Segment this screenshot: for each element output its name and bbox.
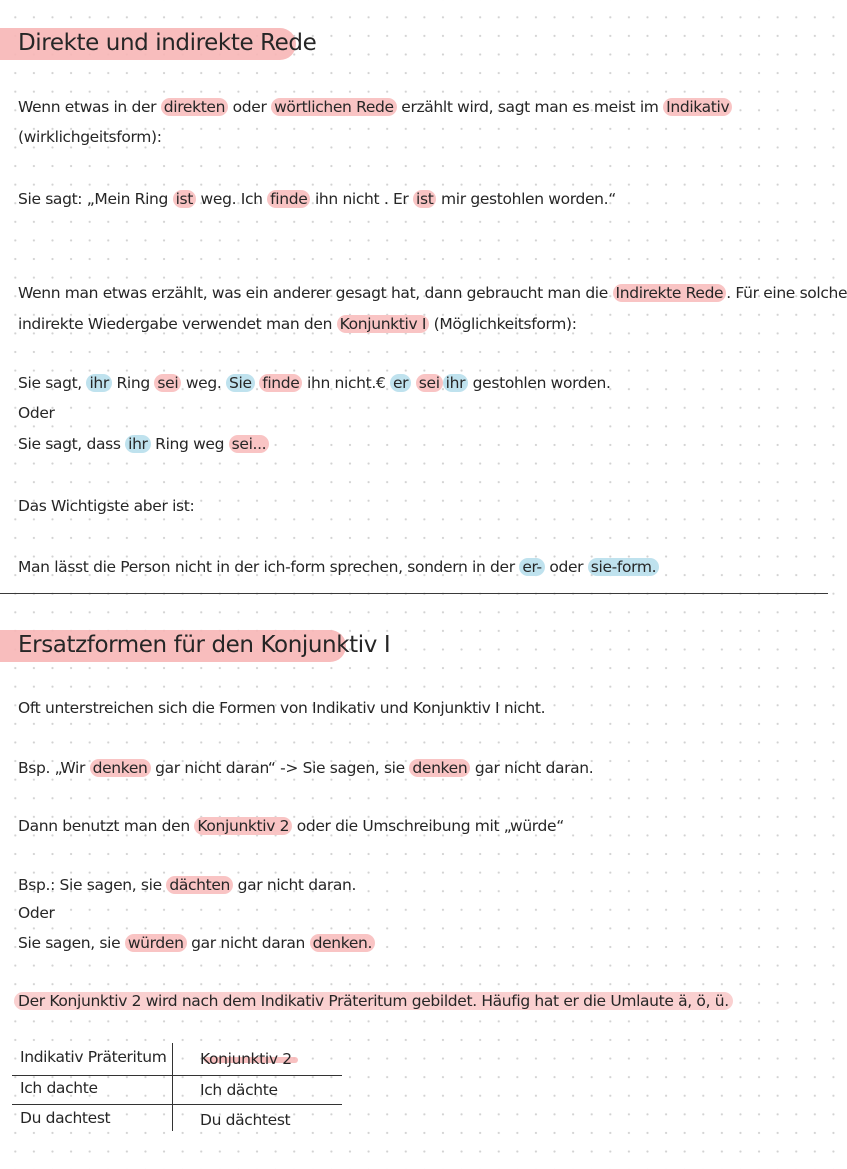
highlight-line: Der Konjunktiv 2 wird nach dem Indikativ Präteritum gebildet. Häufig hat er die Umlaute ä, ö, ü. [14, 992, 733, 1010]
table-header: Indikativ Präteritum [20, 1048, 167, 1066]
highlight-verb: denken. [310, 934, 375, 952]
example-sentence: Sie sagt, dass ihr Ring weg sei... [18, 433, 269, 455]
paragraph-line: Wenn man etwas erzählt, was ein anderer gesagt hat, dann gebraucht man die Indirekte Rede . Für eine solche [18, 284, 847, 302]
highlight-term: Konjunktiv I [337, 315, 429, 333]
important-note: Das Wichtigste aber ist: [18, 497, 195, 515]
paragraph-line: indirekte Wiedergabe verwendet man den Konjunktiv I (Möglichkeitsform): [18, 315, 577, 333]
highlight-verb: denken [90, 759, 151, 777]
highlight-verb: sei [416, 374, 443, 392]
highlight-pronoun: er [390, 374, 411, 392]
table-rule [172, 1043, 173, 1131]
highlight-verb: denken [409, 759, 470, 777]
highlighted-rule [14, 990, 733, 1012]
highlight-pronoun: sie-form. [588, 558, 659, 576]
highlight-pronoun: ihr [125, 435, 150, 453]
table-rule [12, 1075, 342, 1076]
paragraph-line: Wenn etwas in der direkten oder wörtlichen Rede erzählt wird, sagt man es meist im Indikativ [18, 96, 732, 118]
highlight-pronoun: ihr [443, 374, 468, 392]
highlight-verb: sei... [229, 435, 270, 453]
table-cell: Ich dachte [20, 1079, 98, 1097]
highlight-pronoun: Sie [226, 374, 255, 392]
highlight-verb: ist [413, 190, 436, 208]
highlight-verb: dächten [166, 876, 233, 894]
highlight-verb: finde [259, 374, 302, 392]
highlight-term: Konjunktiv 2 [194, 817, 292, 835]
table-rule [12, 1104, 342, 1105]
highlight-verb: ist [173, 190, 196, 208]
highlight-term: Indirekte Rede [613, 284, 727, 302]
highlight-pronoun: ihr [86, 374, 111, 392]
paragraph-line: (wirklichgeitsform): [18, 128, 162, 146]
highlight-verb: würden [125, 934, 187, 952]
rule-sentence: Man lässt die Person nicht in der ich-form sprechen, sondern in der er- oder sie-form. [18, 556, 659, 578]
example-sentence: Bsp.: Sie sagen, sie dächten gar nicht daran. [18, 876, 357, 894]
example-sentence: Sie sagt, ihr Ring sei weg. Sie finde ihn nicht.€ er sei ihr gestohlen worden. [18, 374, 611, 392]
section-divider [0, 593, 828, 594]
table-cell: Ich dächte [200, 1081, 278, 1099]
table-cell: Du dachtest [20, 1109, 111, 1127]
highlight-term: Indikativ [663, 98, 732, 116]
example-sentence: Sie sagen, sie würden gar nicht daran denken. [18, 932, 375, 954]
section-title: Ersatzformen für den Konjunktiv I [18, 632, 391, 658]
highlight-term: direkten [161, 98, 228, 116]
connector-word: Oder [18, 404, 55, 422]
paragraph-line: Oft unterstreichen sich die Formen von Indikativ und Konjunktiv I nicht. [18, 699, 546, 717]
section-title: Direkte und indirekte Rede [18, 30, 317, 56]
table-header: Konjunktiv 2 [200, 1050, 292, 1068]
highlight-pronoun: er- [519, 558, 544, 576]
paragraph-line: Dann benutzt man den Konjunktiv 2 oder die Umschreibung mit „würde“ [18, 817, 564, 835]
highlight-term: wörtlichen Rede [271, 98, 397, 116]
table-cell: Du dächtest [200, 1111, 291, 1129]
example-sentence: Bsp. „Wir denken gar nicht daran“ -> Sie sagen, sie denken gar nicht daran. [18, 759, 594, 777]
highlight-verb: finde [267, 190, 310, 208]
highlight-verb: sei [154, 374, 181, 392]
connector-word: Oder [18, 904, 55, 922]
example-sentence: Sie sagt: „Mein Ring ist weg. Ich finde ihn nicht . Er ist mir gestohlen worden.“ [18, 190, 616, 208]
